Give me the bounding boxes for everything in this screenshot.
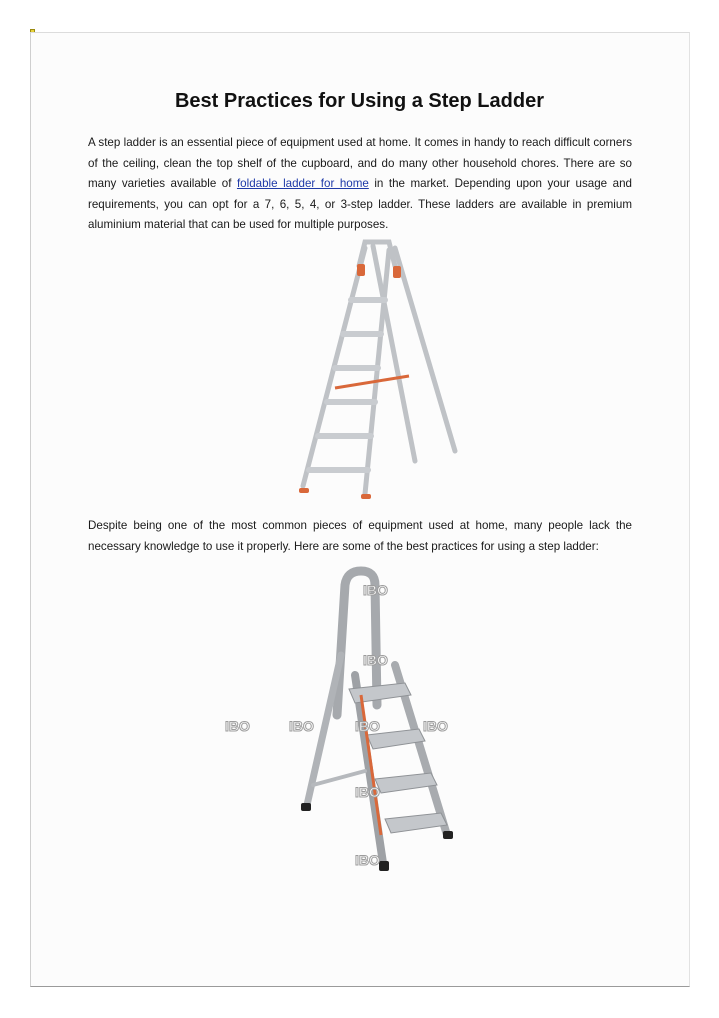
- watermark-text: IBO: [355, 718, 380, 734]
- watermark-text: IBO: [423, 718, 448, 734]
- watermark-text: IBO: [355, 784, 380, 800]
- four-step-ladder-image: [215, 565, 505, 885]
- watermark-text: IBO: [355, 852, 380, 868]
- intro-text-after-link: in the market. Depending upon your usage and requirements, you can opt for a 7, 6, 5, 4, or 3-step ladder. These ladders are available in premium aluminium material that can be used for multiple purposes.: [88, 177, 632, 231]
- foldable-ladder-link[interactable]: foldable ladder for home: [236, 177, 369, 190]
- intro-text-before-link: A step ladder is an essential piece of equipment used at home. It comes in handy to reach difficult corners of the ceiling, clean the top shelf of the cupboard, and do many other household chores. There are so many varieties available of: [88, 136, 632, 190]
- watermark-text: IBO: [363, 652, 388, 668]
- intro-paragraph: [88, 133, 632, 236]
- tall-step-ladder-image: [285, 236, 465, 506]
- page-title: Best Practices for Using a Step Ladder: [174, 90, 544, 112]
- watermark-text: IBO: [363, 582, 388, 598]
- watermark-text: IBO: [225, 718, 250, 734]
- watermark-text: IBO: [289, 718, 314, 734]
- practices-intro-paragraph: Despite being one of the most common pieces of equipment used at home, many people lack the necessary knowledge to use it properly. Here are some of the best practices for using a step ladder:: [88, 519, 632, 553]
